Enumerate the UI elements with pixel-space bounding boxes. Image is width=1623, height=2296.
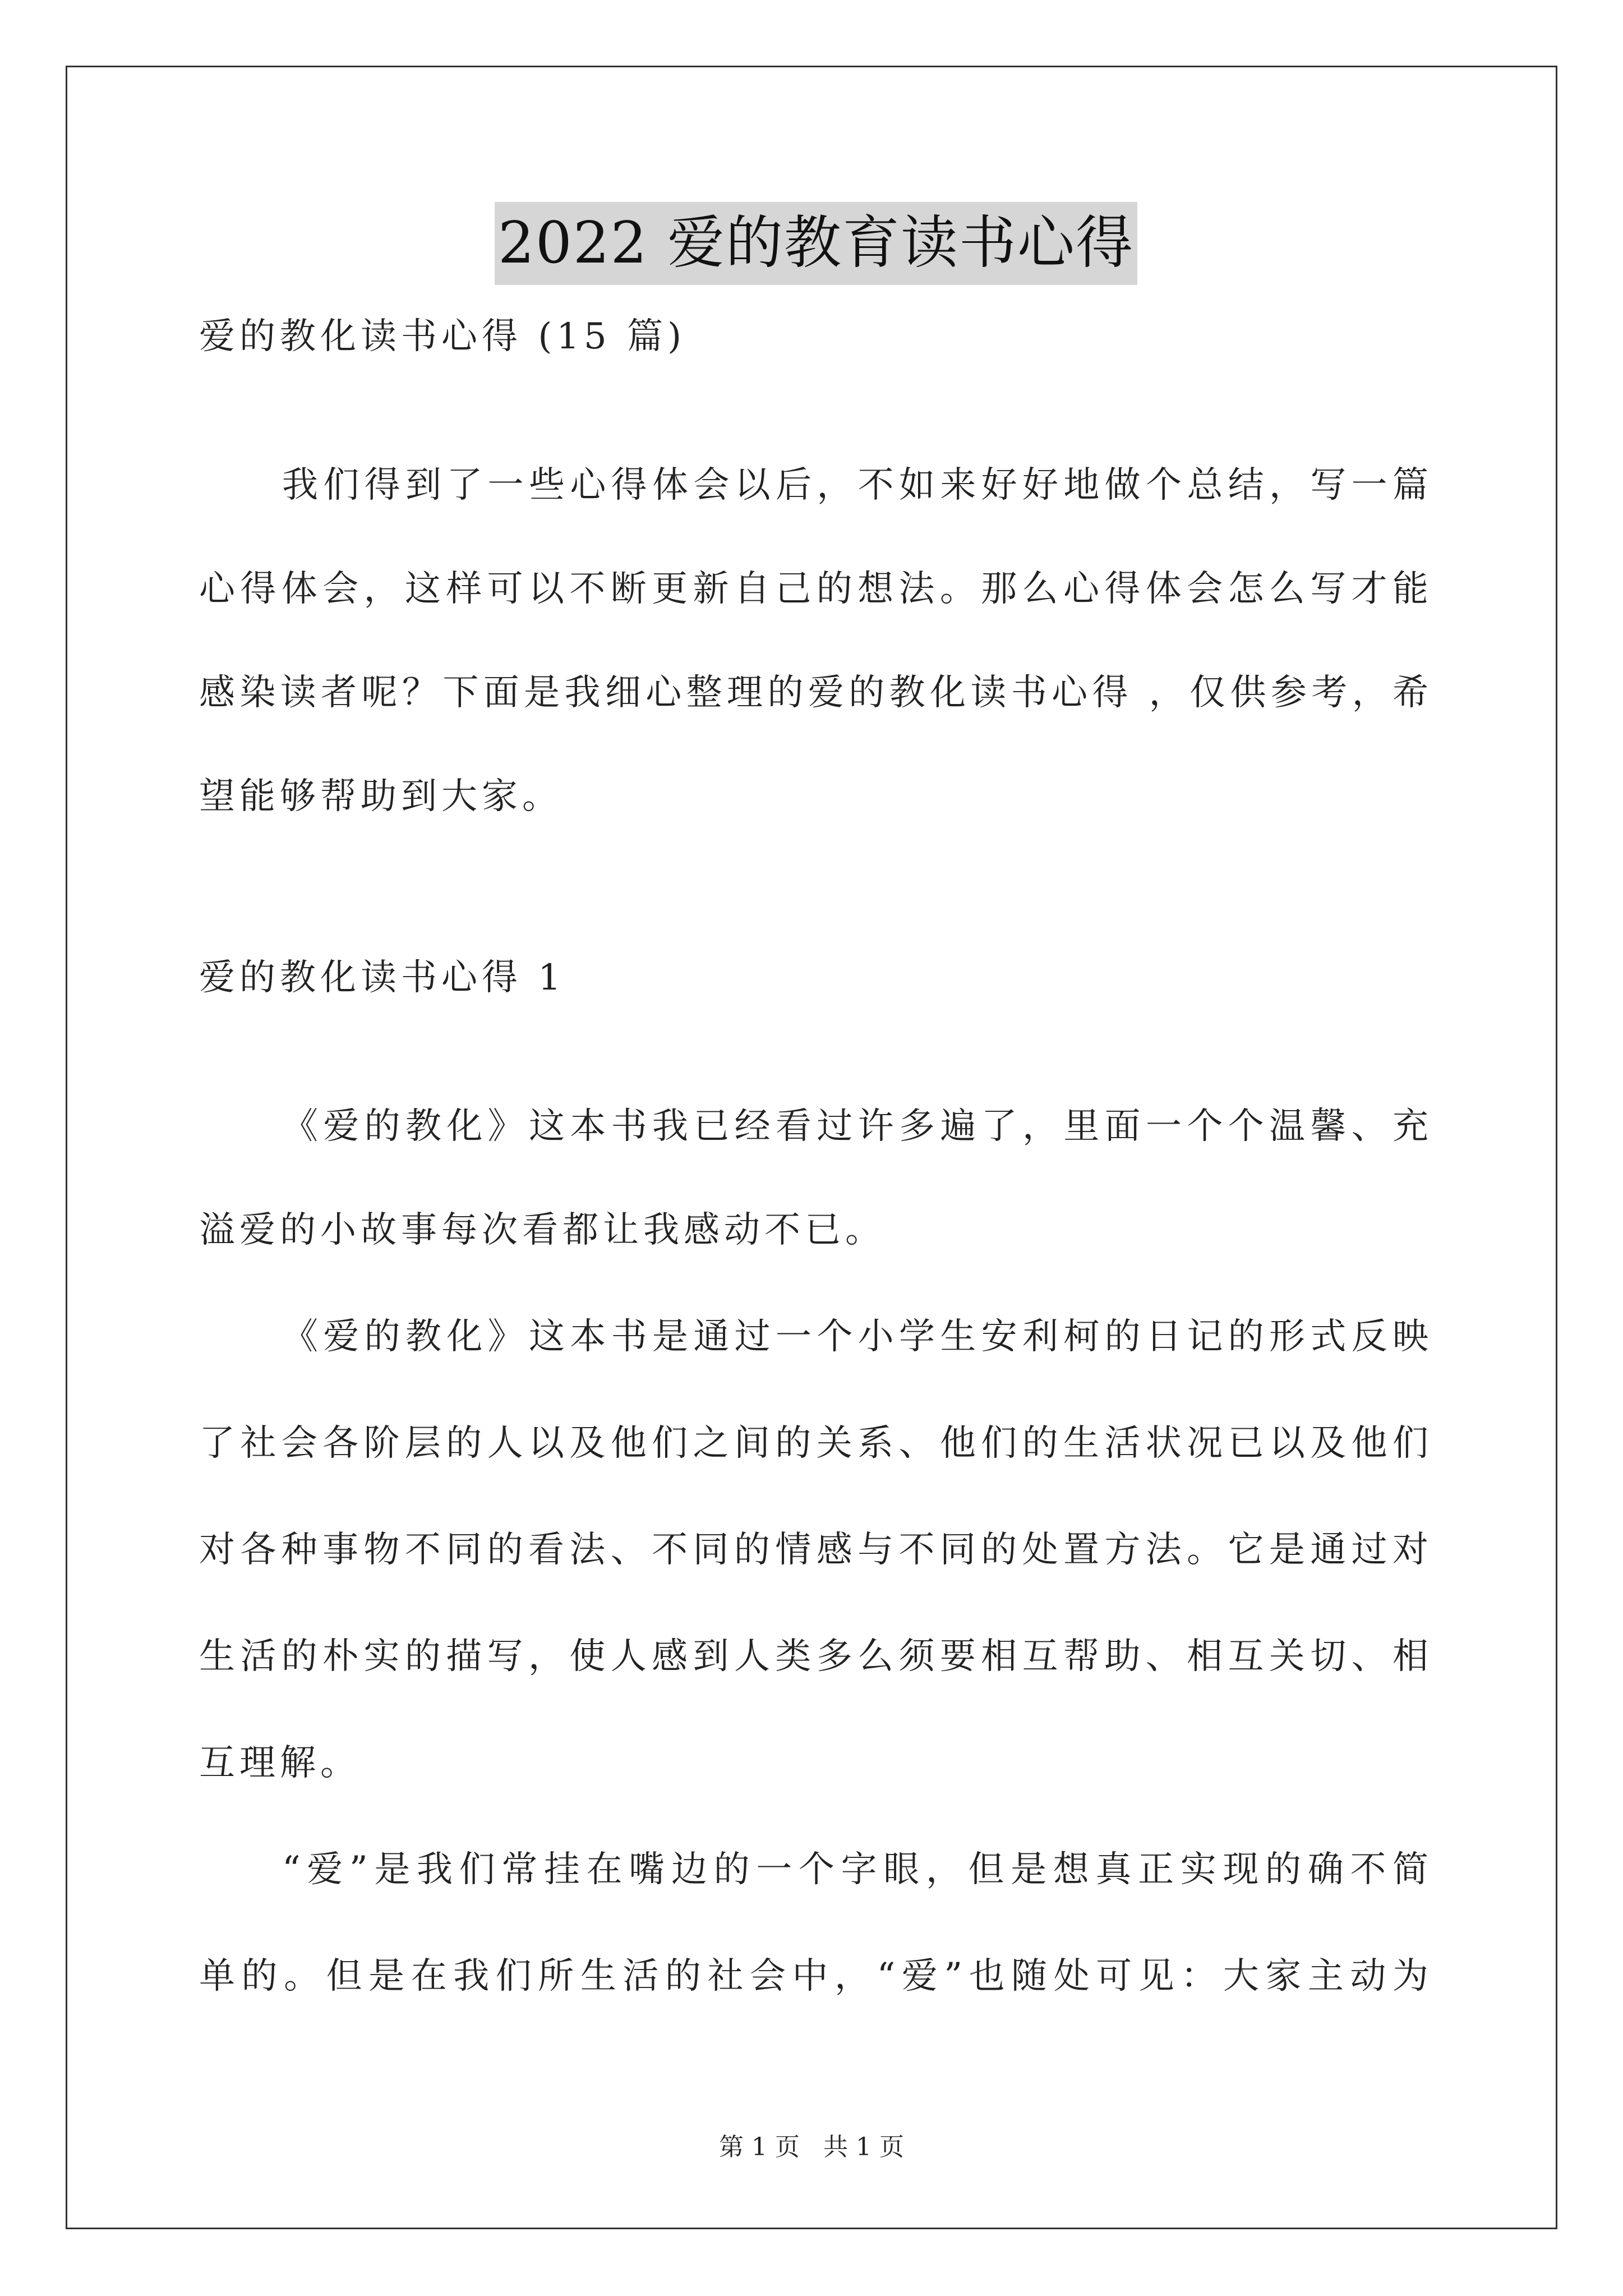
document-title: 2022 爱的教育读书心得 (495, 202, 1137, 285)
paragraph-line: 《爱的教化》这本书我已经看过许多遍了，里面一个个温馨、充 (282, 1106, 1433, 1147)
paragraph-line: 溢爱的小故事每次看都让我感动不已。 (199, 1209, 886, 1251)
page-footer: 第 1 页 共 1 页 (719, 2133, 904, 2161)
paragraph-line: 对各种事物不同的看法、不同的情感与不同的处置方法。它是通过对 (199, 1529, 1433, 1571)
document-subtitle: 爱的教化读书心得 (15 篇) (199, 316, 686, 357)
title-wrap (199, 202, 1433, 285)
paragraph-line: 单的。但是在我们所生活的社会中，“爱”也随处可见：大家主动为 (199, 1955, 1433, 1997)
paragraph-line: 生活的朴实的描写，使人感到人类多么须要相互帮助、相互关切、相 (199, 1636, 1433, 1677)
paragraph-line: 了社会各阶层的人以及他们之间的关系、他们的生活状况已以及他们 (199, 1423, 1433, 1464)
paragraph-line: 望能够帮助到大家。 (199, 776, 562, 817)
paragraph-line: 心得体会，这样可以不断更新自己的想法。那么心得体会怎么写才能 (199, 568, 1433, 610)
paragraph-line: 《爱的教化》这本书是通过一个小学生安利柯的日记的形式反映 (282, 1316, 1433, 1358)
paragraph-line: 感染读者呢？下面是我细心整理的爱的教化读书心得 ，仅供参考，希 (199, 672, 1433, 714)
section-heading: 爱的教化读书心得 1 (199, 957, 566, 999)
paragraph-line: 我们得到了一些心得体会以后，不如来好好地做个总结，写一篇 (282, 464, 1433, 506)
paragraph-line: 互理解。 (199, 1742, 361, 1784)
paragraph-line: “爱”是我们常挂在嘴边的一个字眼，但是想真正实现的确不简 (282, 1849, 1433, 1890)
